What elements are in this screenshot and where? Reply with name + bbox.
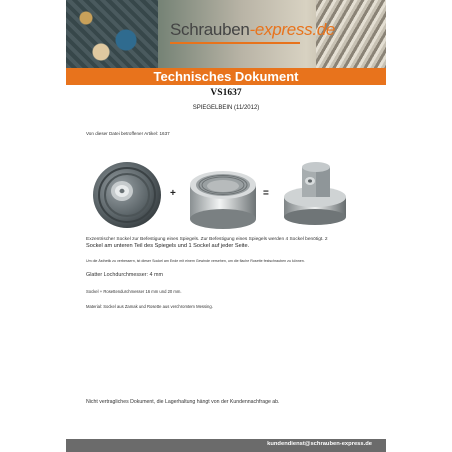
footer-email[interactable]: kundendienst@schrauben-express.de [267,441,372,447]
plus-sign: + [170,188,176,199]
product-image-assembled [276,153,354,231]
description-small: Um die Ästhetik zu verbessern, ist dieser Sockel am Ende mit einem Gewinde versehen, um die flache Rosette festschrauben zu können. [86,259,305,263]
description-line-2: Sockel am unteren Teil des Spiegels und 1 Sockel auf jeder Seite. [86,243,250,249]
product-image-rosette [184,155,262,233]
document-page [66,0,386,452]
footer-bar [66,439,386,452]
logo-underline [170,42,300,44]
hole-diameter: Glatter Lochdurchmesser: 4 mm [86,272,163,278]
document-subtitle: SPIEGELBEIN (11/2012) [192,105,260,111]
header-banner [66,0,386,68]
description-line-1: Exzentrischer Sockel zur Befestigung eines Spiegels. Zur Befestigung eines Spiegels werden 4 Sockel benötigt. 2 [86,237,328,242]
disclaimer: Nicht vertragliches Dokument, die Lagerhaltung hängt von der Kundennachfrage ab. [86,399,280,405]
sizes-text: Sockel + Rosettendurchmesser 16 mm und 20 mm. [86,289,182,294]
logo-main-text: Schrauben [170,20,250,39]
article-note: Von dieser Datei betroffener Artikel: 1637 [86,131,170,136]
document-title-bar: Technisches Dokument [66,68,386,85]
document-code: VS1637 [210,88,242,98]
brand-logo [170,20,335,40]
tools-photo [66,0,158,68]
product-image-base [88,155,166,233]
material-text: Material: Sockel aus Zamak und Rosette aus verchromtem Messing. [86,304,213,309]
equals-sign: = [263,188,269,199]
logo-accent-text: -express.de [249,20,336,39]
